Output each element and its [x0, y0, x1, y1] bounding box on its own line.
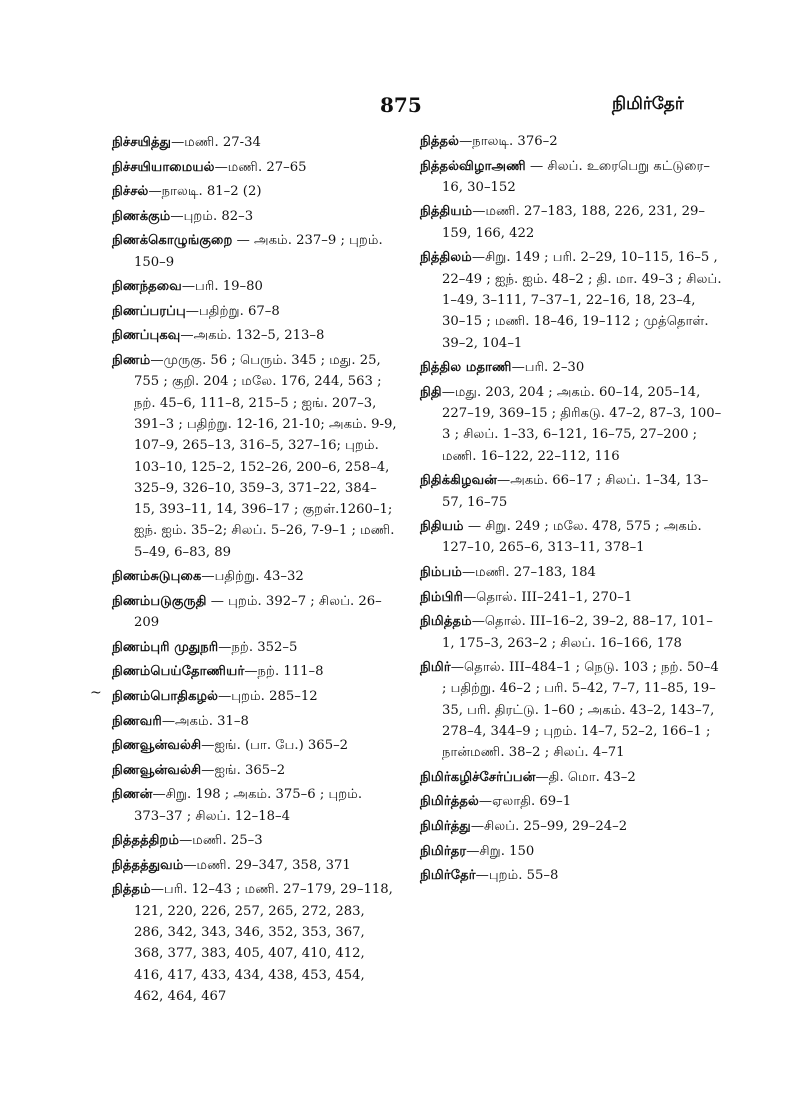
index-entry — [112, 855, 397, 876]
entry-headword: நிச்சல் — [112, 184, 149, 200]
entry-references: —ஏலாதி. 69–1 — [478, 794, 572, 810]
index-entry — [112, 711, 397, 732]
index-entry — [112, 637, 397, 658]
entry-references: —நாலடி. 376–2 — [459, 134, 558, 149]
running-head: நிமிர்தேர் — [612, 94, 684, 114]
entry-headword: நிமிர்தர — [420, 843, 467, 859]
index-entry — [112, 206, 397, 227]
entry-headword: நிதிக்கிழவன் — [420, 473, 497, 489]
entry-headword: நித்தியம் — [420, 204, 473, 220]
entry-references: —தி. மொ. 43–2 — [535, 769, 636, 785]
entry-references: — அகம். 237–9 ; புறம். 150–9 — [134, 233, 383, 270]
entry-headword: நிணம்புரி முதுநரி — [112, 639, 219, 655]
entry-references: —பதிற்று. 43–32 — [201, 569, 304, 585]
entry-headword: நிதி — [420, 384, 442, 400]
entry-headword: நிதியம் — [420, 519, 464, 535]
index-entry — [112, 276, 397, 297]
index-entry — [420, 247, 722, 353]
entry-references: —சிலப். 25–99, 29–24–2 — [470, 819, 628, 835]
index-entry — [112, 830, 397, 851]
index-entry — [112, 325, 397, 346]
entry-references: —மணி. 27-34 — [171, 135, 261, 150]
index-entry — [112, 230, 397, 273]
index-entry — [420, 131, 722, 152]
index-entry — [420, 382, 722, 467]
entry-references: —தொல். III–484–1 ; நெடு. 103 ; நற். 50–4 ; பதிற்று. 46–2 ; பரி. 5–42, 7–7, 11–85, 19–35, பரி. திரட்டு. 1–60 ; அகம். 43–2, 143–7, 278–4, 344–9 ; புறம். 14–7, 52–2, 166–1 ; நான்மணி. 38–2 ; சிலப். 4–71 — [442, 660, 719, 761]
entry-references: —ஐங். 365–2 — [201, 762, 286, 778]
entry-headword: நிணன் — [112, 787, 153, 803]
index-entry — [112, 301, 397, 322]
entry-headword: நித்தல் — [420, 134, 460, 149]
entry-references: —நாலடி. 81–2 (2) — [148, 184, 262, 200]
entry-headword: நித்திலம் — [420, 250, 472, 266]
entry-headword: நிம்பிரி — [420, 589, 464, 605]
index-entry — [112, 735, 397, 756]
index-entry — [420, 587, 722, 608]
entry-references: —தொல். III–16–2, 39–2, 88–17, 101–1, 175–3, 263–2 ; சிலப். 16–166, 178 — [442, 614, 713, 651]
entry-references: —பரி. 2–30 — [511, 360, 585, 376]
entry-headword: நித்தல்விழாஅணி — [420, 158, 526, 174]
entry-references: —மணி. 27–183, 184 — [461, 565, 596, 581]
entry-references: —அகம். 31–8 — [161, 713, 249, 729]
index-entry — [112, 661, 397, 682]
index-entry — [112, 784, 397, 827]
entry-references: —மணி. 29–347, 358, 371 — [183, 857, 351, 873]
entry-headword: நிமிர்தேர் — [420, 868, 476, 884]
entry-headword: நிணவூன்வல்சி — [112, 738, 202, 754]
entry-headword: நிமிர்த்து — [420, 819, 471, 835]
entry-references: —தொல். III–241–1, 270–1 — [463, 589, 633, 605]
entry-references: —அகம். 66–17 ; சிலப். 1–34, 13–57, 16–75 — [442, 473, 709, 510]
entry-references: —அகம். 132–5, 213–8 — [180, 328, 325, 344]
index-entry — [420, 562, 722, 583]
entry-headword: நிச்சயித்து — [112, 135, 172, 150]
index-entry — [420, 657, 722, 763]
entry-headword: நித்தத்திறம் — [112, 833, 180, 849]
index-entry — [112, 157, 397, 178]
entry-headword: நிச்சயியாமையல் — [112, 159, 215, 175]
index-entry — [420, 791, 722, 812]
entry-headword: நிணந்தவை — [112, 279, 182, 295]
entry-references: —மணி. 27–65 — [214, 159, 307, 175]
entry-headword: நிணம்படுகுருதி — [112, 593, 207, 609]
entry-references: —பரி. 19–80 — [181, 279, 263, 295]
entry-headword: நிணப்பரப்பு — [112, 303, 186, 319]
entry-headword: நிமிர்கழிச்சேர்ப்பன் — [420, 769, 536, 785]
index-entry — [420, 611, 722, 654]
entry-references: —பதிற்று. 67–8 — [185, 303, 280, 319]
index-entry — [420, 816, 722, 837]
index-entry — [112, 181, 397, 202]
left-column — [112, 132, 397, 1011]
index-entry — [420, 516, 722, 559]
entry-references: —ஐங். (பா. பே.) 365–2 — [201, 738, 349, 754]
entry-headword: நிணவூன்வல்சி — [112, 762, 202, 778]
entry-references: —சிறு. 149 ; பரி. 2–29, 10–115, 16–5 , 22–49 ; ஐந். ஐம். 48–2 ; தி. மா. 49–3 ; சிலப். 1–49, 3–111, 7–37–1, 22–16, 18, 23–4, 30–15 ; மணி. 18–46, 19–112 ; முத்தொள். 39–2, 104–1 — [442, 250, 722, 351]
entry-headword: நிணப்புகவு — [112, 328, 181, 344]
entry-headword: நிணம்சுடுபுகை — [112, 569, 202, 585]
entry-references: —முருகு. 56 ; பெரும். 345 ; மது. 25, 755 ; குறி. 204 ; மலே. 176, 244, 563 ; நற். 45–6, 111–8, 215–5 ; ஐங். 207–3, 391–3 ; பதிற்று. 12-16, 21-10; அகம். 9-9, 107–9, 265–13, 316–5, 327–16; புறம். 103–10, 125–2, 152–26, 200–6, 258–4, 325–9, 326–10, 359–3, 371–22, 384–15, 393–11, 14, 396–17 ; குறள்.1260–1; ஐந். ஐம். 35–2; சிலப். 5–26, 7-9–1 ; மணி. 5–49, 6–83, 89 — [134, 353, 397, 560]
entry-headword: நிணம்பொதிகழல் — [112, 688, 219, 704]
entry-headword: நிமிர்த்தல் — [420, 794, 479, 810]
entry-headword: நித்தில மதாணி — [420, 360, 512, 376]
entry-headword: நிணம்பெய்தோணியர் — [112, 664, 245, 680]
entry-headword: நிணக்கொழுங்குறை — [112, 233, 233, 249]
index-entry — [112, 879, 397, 1007]
index-entry — [112, 132, 397, 153]
index-entry — [420, 201, 722, 244]
entry-headword: நிமிர் — [420, 660, 451, 676]
entry-references: —மணி. 25–3 — [179, 833, 263, 849]
entry-references: —பரி. 12–43 ; மணி. 27–179, 29–118, 121, 220, 226, 257, 265, 272, 283, 286, 342, 343, 346, 352, 353, 367, 368, 377, 383, 405, 407, 410, 412, 416, 417, 433, 434, 438, 453, 454, 462, 464, 467 — [134, 882, 393, 1004]
index-entry — [420, 357, 722, 378]
page-number: 875 — [380, 93, 422, 117]
entry-references: — சிறு. 249 ; மலே. 478, 575 ; அகம். 127–10, 265–6, 313–11, 378–1 — [442, 519, 702, 556]
entry-headword: நிமித்தம் — [420, 614, 472, 630]
index-entry — [420, 865, 722, 886]
entry-references: —புறம். 285–12 — [218, 688, 318, 704]
index-entry — [420, 841, 722, 862]
entry-headword: நிம்பம் — [420, 565, 462, 581]
entry-headword: நித்தத்துவம் — [112, 857, 184, 873]
right-column — [420, 131, 722, 890]
index-entry — [112, 591, 397, 634]
entry-headword: நிணவரி — [112, 713, 162, 729]
index-entry — [420, 156, 722, 199]
entry-references: —புறம். 82–3 — [170, 208, 254, 224]
margin-mark: ~ — [90, 685, 102, 701]
entry-headword: நிணம் — [112, 353, 151, 369]
entry-references: —சிறு. 150 — [466, 843, 535, 859]
entry-references: — புறம். 392–7 ; சிலப். 26–209 — [134, 593, 382, 631]
entry-references: —சிறு. 198 ; அகம். 375–6 ; புறம். 373–37 ; சிலப். 12–18–4 — [134, 787, 363, 824]
entry-headword: நித்தம் — [112, 882, 151, 898]
entry-references: —மது. 203, 204 ; அகம். 60–14, 205–14, 227–19, 369–15 ; திரிகடு. 47–2, 87–3, 100–3 ; சிலப். 1–33, 6–121, 16–75, 27–200 ; மணி. 16–122, 22–112, 116 — [441, 384, 722, 464]
entry-references: —புறம். 55–8 — [475, 868, 559, 884]
entry-references: — சிலப். உரைபெறு கட்டுரை–16, 30–152 — [442, 158, 711, 195]
entry-references: —மணி. 27–183, 188, 226, 231, 29–159, 166, 422 — [442, 204, 706, 241]
entry-references: —நற். 111–8 — [244, 664, 324, 680]
index-entry — [112, 760, 397, 781]
index-entry — [112, 686, 397, 707]
index-entry — [112, 350, 397, 563]
index-entry — [420, 767, 722, 788]
entry-references: —நற். 352–5 — [218, 639, 298, 655]
index-entry — [420, 470, 722, 513]
index-entry — [112, 566, 397, 587]
entry-headword: நிணக்கும் — [112, 208, 171, 224]
